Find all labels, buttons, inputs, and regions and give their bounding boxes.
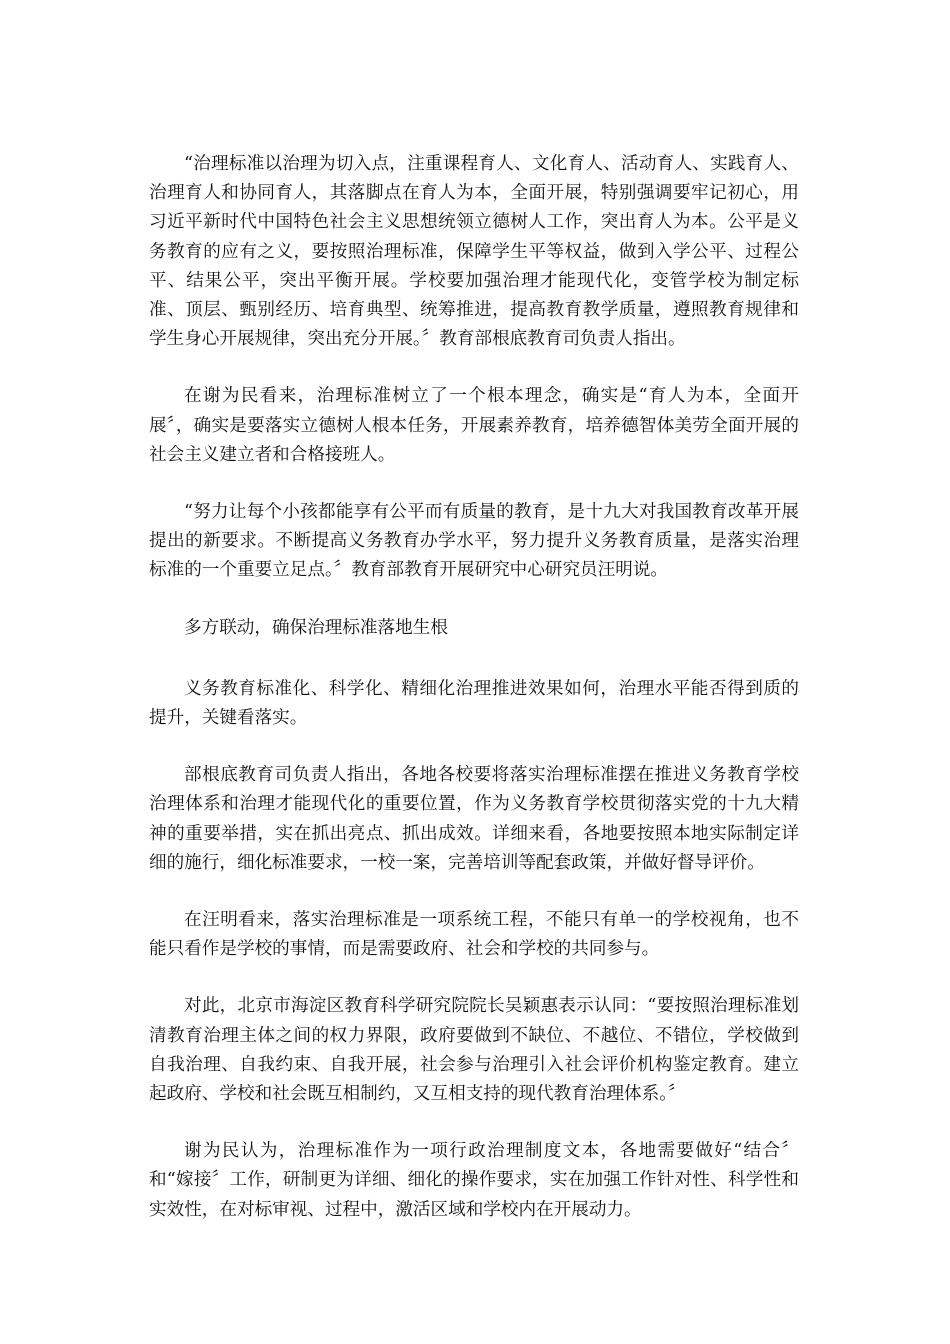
section-heading: 多方联动，确保治理标准落地生根 bbox=[184, 617, 448, 638]
paragraph-ministry-instructions: 部根底教育司负责人指出，各地各校要将落实治理标准摆在推进义务教育学校治理体系和治理才能现代化的重要位置，作为义务教育学校贯彻落实党的十九大精神的重要举措，实在抓出亮点、抓出成效。详细来看，各地要按照本地实际制定详细的施行，细化标准要求，一校一案，完善培训等配套政策，并做好督导评价。 bbox=[149, 765, 799, 873]
paragraph-governance-standard-quote: “治理标准以治理为切入点，注重课程育人、文化育人、活动育人、实践育人、治理育人和协同育人，其落脚点在育人为本，全面开展，特别强调要牢记初心，用习近平新时代中国特色社会主义思想统领立德树人工作，突出育人为本。公平是义务教育的应有之义，要按照治理标准，保障学生平等权益，做到入学公平、过程公平、结果公平，突出平衡开展。学校要加强治理才能现代化，变管学校为制定标准、顶层、甄别经历、培育典型、统筹推进，提高教育教学质量，遵照教育规律和学生身心开展规律，突出充分开展。〞教育部根底教育司负责人指出。 bbox=[149, 154, 799, 350]
document-body bbox=[149, 150, 799, 1253]
paragraph-wu-yinghui-quote: 对此，北京市海淀区教育科学研究院院长吴颖惠表示认同：“要按照治理标准划清教育治理主体之间的权力界限，政府要做到不缺位、不越位、不错位，学校做到自我治理、自我约束、自我开展，社会参与治理引入社会评价机构鉴定教育。建立起政府、学校和社会既互相制约，又互相支持的现代教育治理体系。〞 bbox=[149, 996, 799, 1105]
paragraph-implementation-key: 义务教育标准化、科学化、精细化治理推进效果如何，治理水平能否得到质的提升，关键看落实。 bbox=[149, 678, 799, 729]
paragraph-xie-weimin-view: 在谢为民看来，治理标准树立了一个根本理念，确实是“育人为本，全面开展〞，确实是要落实立德树人根本任务，开展素养教育，培养德智体美劳全面开展的社会主义建立者和合格接班人。 bbox=[149, 386, 799, 465]
paragraph-wang-ming-quote: “努力让每个小孩都能享有公平而有质量的教育，是十九大对我国教育改革开展提出的新要求。不断提高义务教育办学水平，努力提升义务教育质量，是落实治理标准的一个重要立足点。〞教育部教育开展研究中心研究员汪明说。 bbox=[149, 502, 799, 581]
paragraph-integration-work: 谢为民认为，治理标准作为一项行政治理制度文本，各地需要做好“结合〞和“嫁接〞工作，研制更为详细、细化的操作要求，实在加强工作针对性、科学性和实效性，在对标审视、过程中，激活区域和学校内在开展动力。 bbox=[149, 1141, 799, 1220]
paragraph-systematic-project: 在汪明看来，落实治理标准是一项系统工程，不能只有单一的学校视角，也不能只看作是学校的事情，而是需要政府、社会和学校的共同参与。 bbox=[149, 910, 799, 960]
